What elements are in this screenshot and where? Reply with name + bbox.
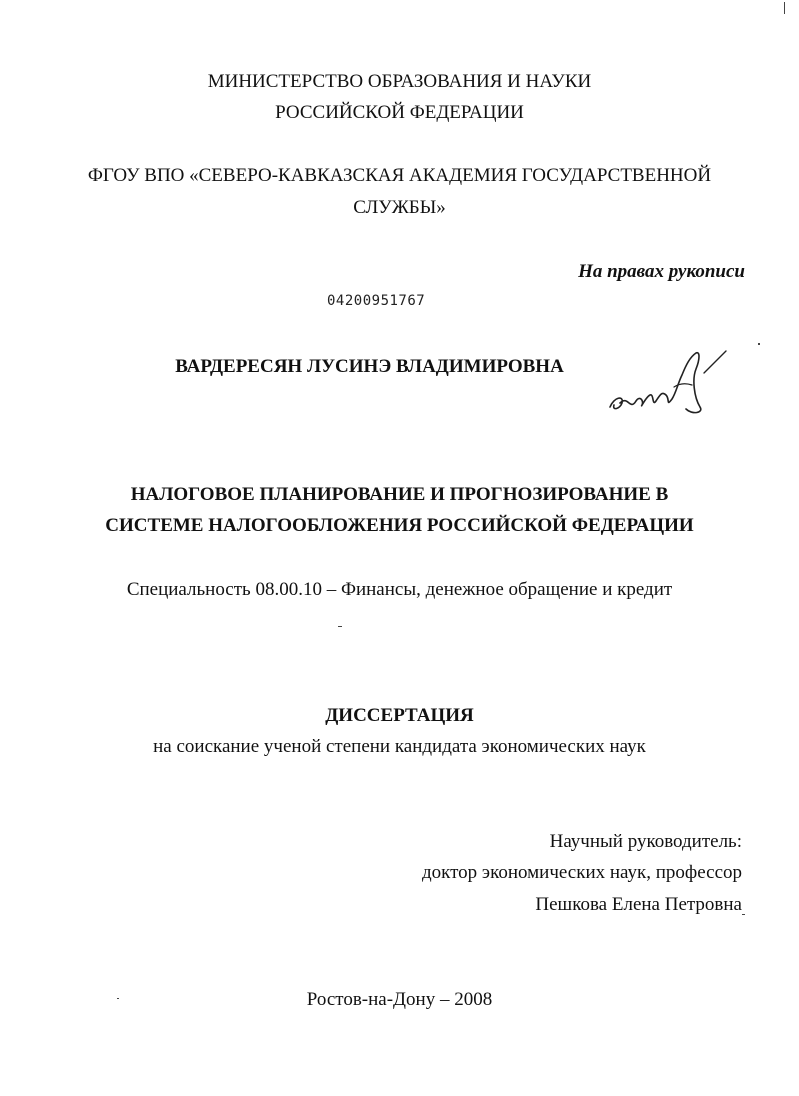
author-name: ВАРДЕРЕСЯН ЛУСИНЭ ВЛАДИМИРОВНА (175, 356, 564, 377)
supervisor-name: Пешкова Елена Петровна (535, 894, 742, 915)
work-type: ДИССЕРТАЦИЯ (325, 705, 474, 726)
place-year: Ростов-на-Дону – 2008 (306, 989, 493, 1010)
rights-note: На правах рукописи (578, 261, 745, 282)
title-line-2: СИСТЕМЕ НАЛОГООБЛОЖЕНИЯ РОССИЙСКОЙ ФЕДЕРАЦИИ (105, 515, 694, 536)
supervisor-label: Научный руководитель: (549, 831, 742, 852)
title-line-1: НАЛОГОВОЕ ПЛАНИРОВАНИЕ И ПРОГНОЗИРОВАНИЕ В (130, 484, 669, 505)
supervisor-rank: доктор экономических наук, профессор (421, 862, 742, 883)
specialty: Специальность 08.00.10 – Финансы, денежное обращение и кредит (126, 579, 673, 600)
scan-speck (117, 998, 119, 999)
scan-speck (742, 914, 745, 915)
ministry-line-2: РОССИЙСКОЙ ФЕДЕРАЦИИ (275, 102, 524, 123)
stamp-number: 04200951767 (327, 293, 426, 309)
ministry-line-1: МИНИСТЕРСТВО ОБРАЗОВАНИЯ И НАУКИ (207, 71, 592, 92)
scan-speck (758, 343, 760, 345)
degree-line: на соискание ученой степени кандидата экономических наук (153, 736, 646, 757)
institution-line-1: ФГОУ ВПО «СЕВЕРО-КАВКАЗСКАЯ АКАДЕМИЯ ГОСУДАРСТВЕННОЙ (87, 165, 712, 186)
handwritten-signature (600, 345, 740, 425)
institution-line-2: СЛУЖБЫ» (353, 197, 446, 218)
scan-mark (784, 2, 785, 14)
scan-speck (338, 626, 342, 627)
